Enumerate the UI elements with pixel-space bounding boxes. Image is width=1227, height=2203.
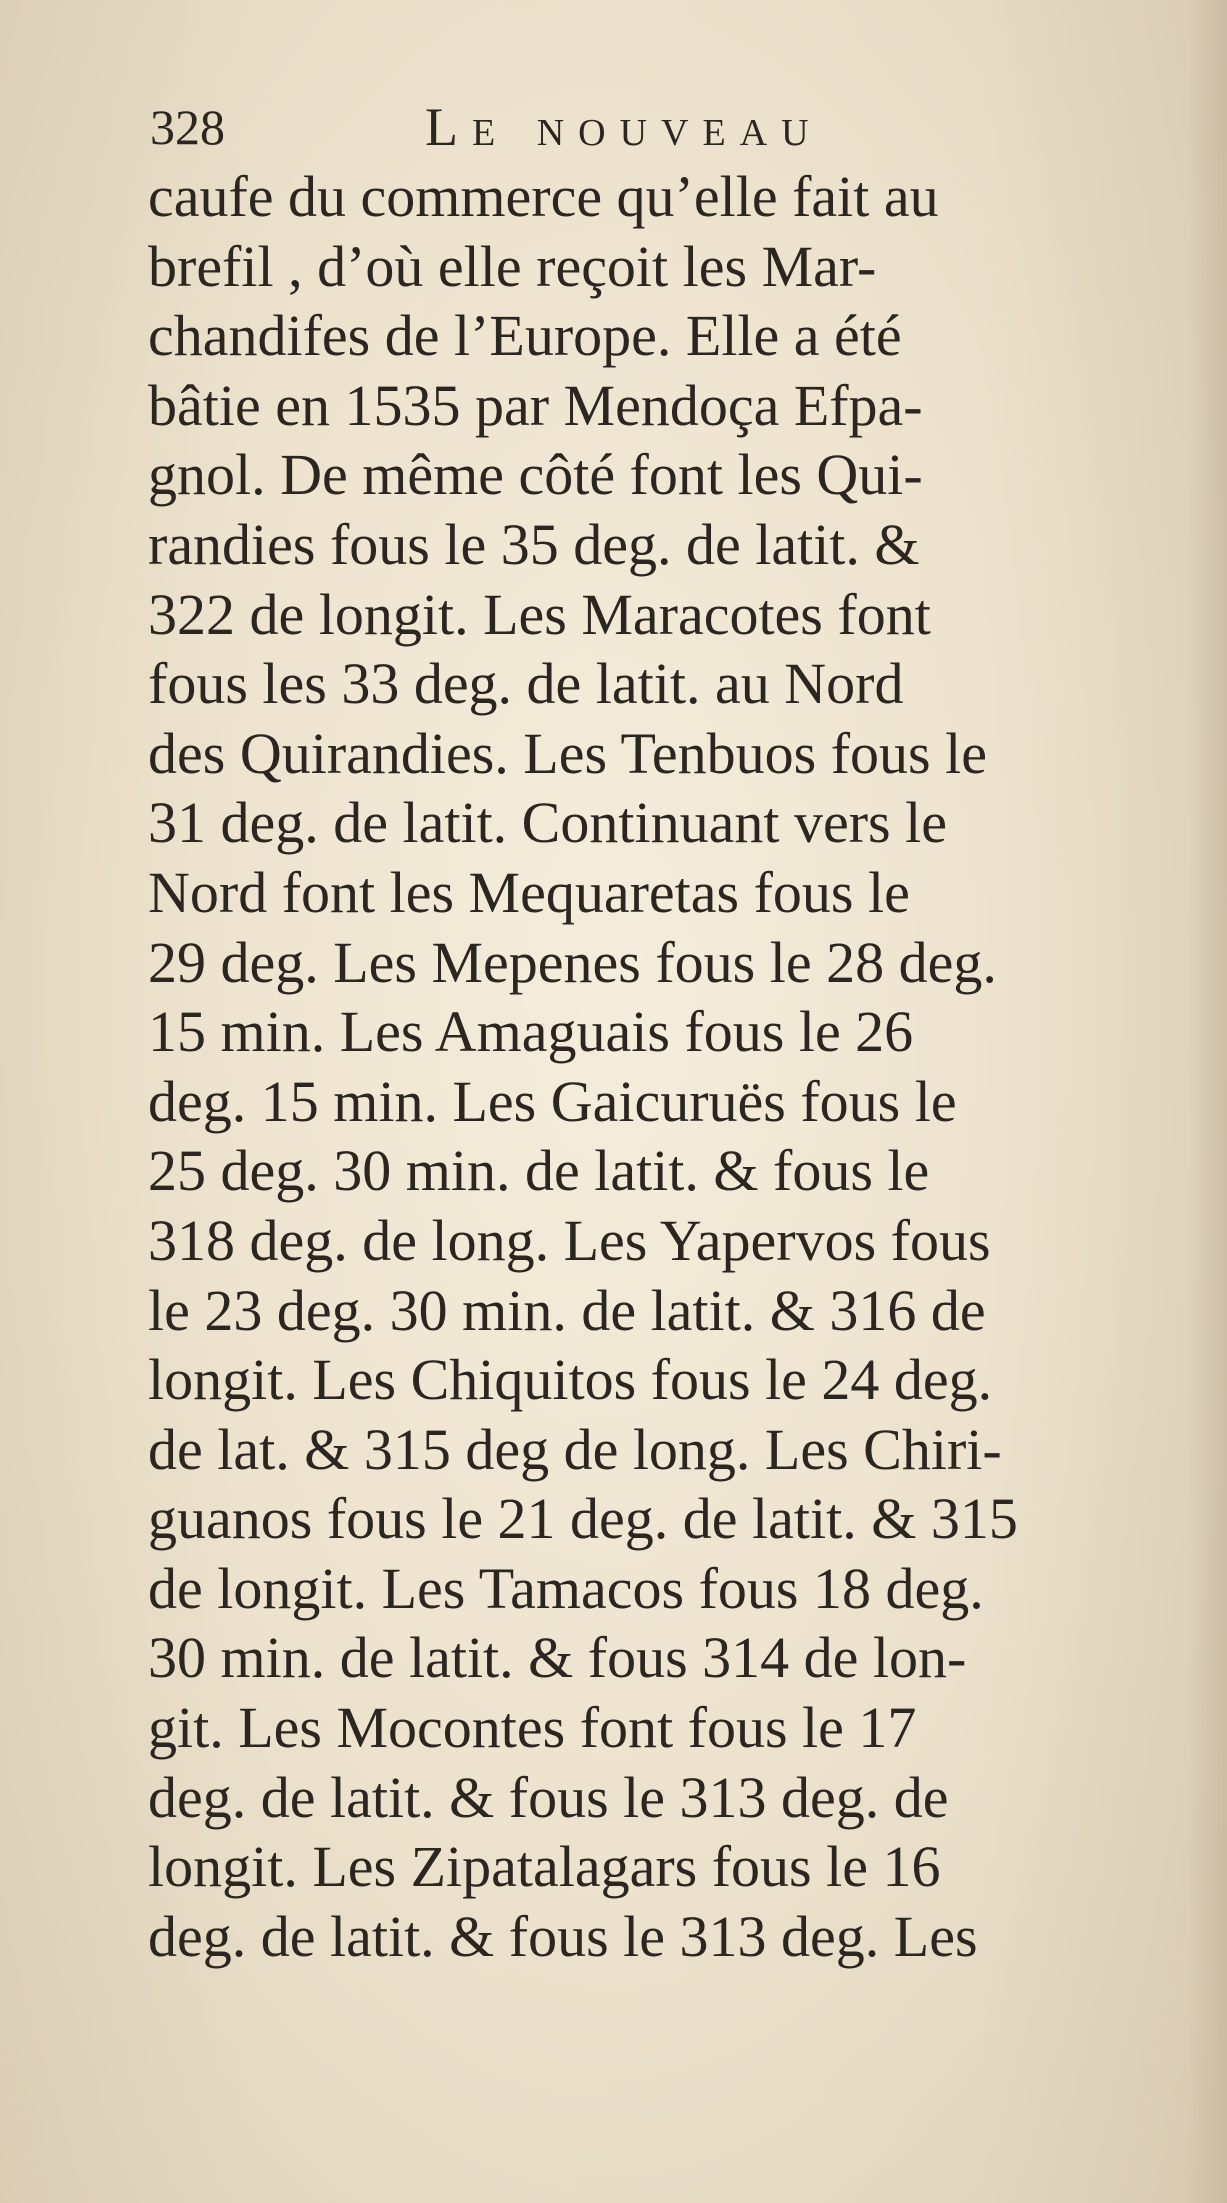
text-line: Nord font les Mequaretas fous le (148, 859, 910, 925)
text-line: 25 deg. 30 min. de latit. & fous le (148, 1138, 930, 1204)
text-line: longit. Les Zipatalagars fous le 16 (148, 1834, 941, 1900)
text-line: randies fous le 35 deg. de latit. & (148, 511, 920, 577)
text-line: 30 min. de latit. & fous 314 de lon- (148, 1625, 967, 1691)
page-edge-shadow (1187, 0, 1227, 2203)
text-line: guanos fous le 21 deg. de latit. & 315 (148, 1486, 1018, 1552)
text-line: des Quirandies. Les Tenbuos fous le (148, 720, 987, 786)
text-line: longit. Les Chiquitos fous le 24 deg. (148, 1347, 993, 1413)
text-line: fous les 33 deg. de latit. au Nord (148, 651, 904, 717)
text-line: deg. 15 min. Les Gaicuruës fous le (148, 1068, 957, 1134)
text-line: brefil , d’où elle reçoit les Mar- (148, 233, 877, 299)
page-number: 328 (150, 99, 225, 155)
running-head: Le nouveau (425, 97, 823, 157)
page-header (150, 92, 1150, 162)
text-line: 322 de longit. Les Maracotes font (148, 581, 931, 647)
text-line: 15 min. Les Amaguais fous le 26 (148, 999, 914, 1065)
text-line: bâtie en 1535 par Mendoça Efpa- (148, 372, 923, 438)
text-line: 31 deg. de latit. Continuant vers le (148, 790, 947, 856)
text-line: deg. de latit. & fous le 313 deg. de (148, 1764, 949, 1830)
text-line: gnol. De même côté font les Qui- (148, 442, 923, 508)
text-line: chandifes de l’Europe. Elle a été (148, 303, 902, 369)
text-line: 318 deg. de long. Les Yapervos fous (148, 1207, 991, 1273)
text-line: de longit. Les Tamacos fous 18 deg. (148, 1555, 984, 1621)
text-line: git. Les Mocontes font fous le 17 (148, 1695, 917, 1761)
text-line: de lat. & 315 deg de long. Les Chiri- (148, 1416, 1002, 1482)
text-line: deg. de latit. & fous le 313 deg. Les (148, 1903, 978, 1969)
body-text (148, 162, 1188, 1971)
text-line: caufe du commerce qu’elle fait au (148, 164, 939, 229)
text-line: 29 deg. Les Mepenes fous le 28 deg. (148, 929, 997, 995)
text-line: le 23 deg. 30 min. de latit. & 316 de (148, 1277, 986, 1343)
